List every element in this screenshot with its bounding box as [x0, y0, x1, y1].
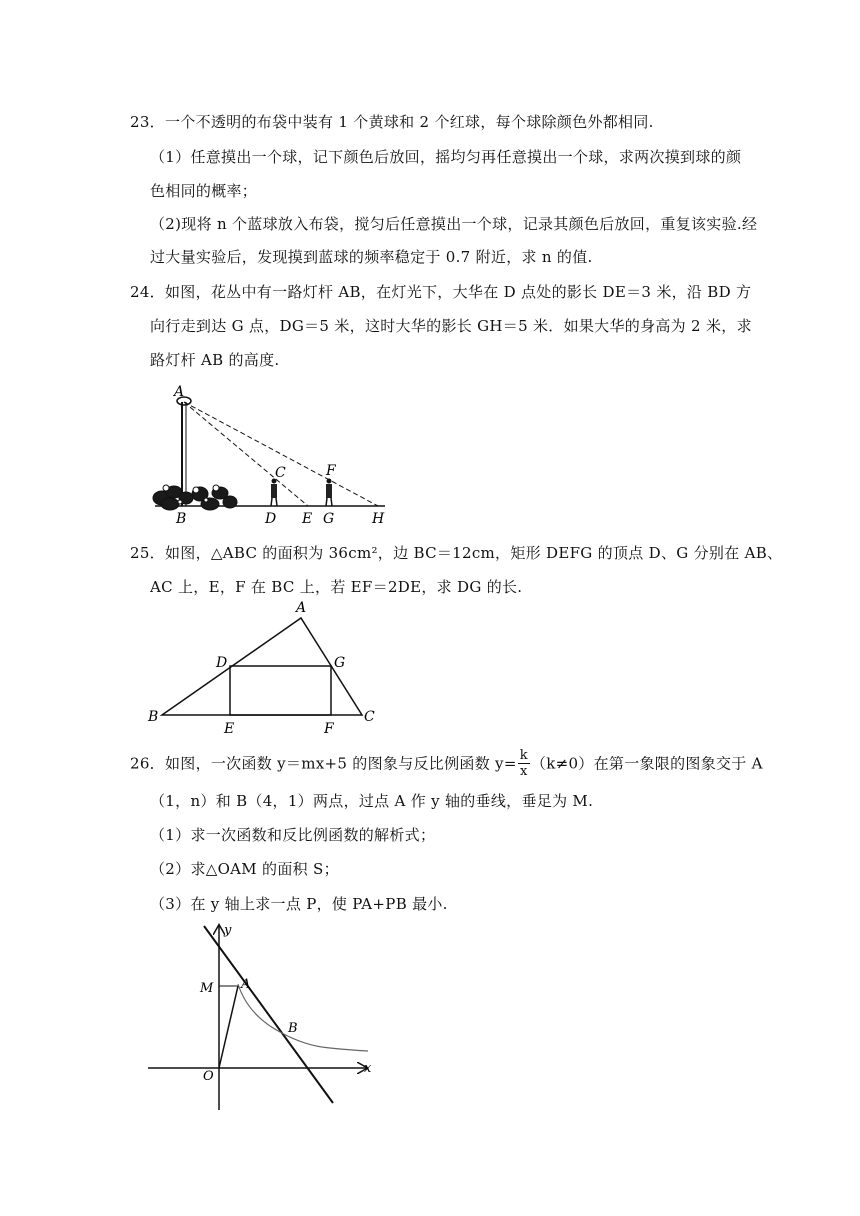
label-b: B	[148, 709, 159, 725]
q26-line-1	[130, 748, 763, 782]
fraction-k-over-x	[518, 748, 530, 779]
label-e: E	[302, 511, 313, 527]
q26-figure	[140, 920, 380, 1110]
label-x-axis: x	[364, 1061, 372, 1076]
q24-line-3: 路灯杆 AB 的高度.	[150, 351, 280, 369]
q23-line-3: 色相同的概率；	[150, 182, 258, 200]
label-d: D	[265, 511, 277, 527]
label-b: B	[288, 1021, 298, 1036]
label-a: A	[174, 384, 185, 400]
label-c: C	[364, 709, 375, 725]
q24-line-2: 向行走到达 G 点，DG＝5 米，这时大华的影长 GH＝5 米．如果大华的身高为 2 米，求	[150, 317, 752, 335]
label-g: G	[334, 655, 346, 671]
person-at-g	[326, 479, 332, 507]
label-f: F	[326, 463, 336, 479]
label-g: G	[323, 511, 335, 527]
q23-line-2: （1）任意摸出一个球，记下颜色后放回，摇均匀再任意摸出一个球，求两次摸到球的颜	[150, 148, 742, 166]
fraction-numerator: k	[519, 748, 528, 763]
label-m: M	[200, 981, 214, 996]
fraction-denominator: x	[519, 764, 528, 779]
q26-line-2: （1，n）和 B（4，1）两点，过点 A 作 y 轴的垂线，垂足为 M.	[150, 792, 594, 810]
label-e: E	[224, 721, 235, 737]
q26-line-3: （1）求一次函数和反比例函数的解析式；	[150, 826, 436, 844]
label-b: B	[176, 511, 187, 527]
q26-line-1-end: （k≠0）在第一象限的图象交于 A	[530, 754, 763, 773]
q26-line-5: （3）在 y 轴上求一点 P，使 PA+PB 最小.	[150, 895, 448, 913]
label-c: C	[275, 465, 286, 481]
q24-figure	[140, 380, 400, 530]
label-f: F	[324, 721, 334, 737]
label-y-axis: y	[224, 923, 232, 938]
label-a: A	[296, 600, 307, 616]
q26-line-4: （2）求△OAM 的面积 S；	[150, 860, 339, 878]
q23-line-1: 23．一个不透明的布袋中装有 1 个黄球和 2 个红球，每个球除颜色外都相同.	[130, 113, 654, 131]
q25-line-2: AC 上，E，F 在 BC 上，若 EF＝2DE，求 DG 的长.	[150, 578, 523, 596]
label-d: D	[216, 655, 228, 671]
person-at-d	[271, 479, 277, 507]
q25-line-1: 25．如图，△ABC 的面积为 36cm²，边 BC＝12cm，矩形 DEFG 的顶点 D、G 分别在 AB、	[130, 544, 783, 562]
label-o: O	[203, 1069, 214, 1084]
label-h: H	[372, 511, 385, 527]
label-a: A	[241, 977, 251, 992]
q23-line-5: 过大量实验后，发现摸到蓝球的频率稳定于 0.7 附近，求 n 的值.	[150, 248, 593, 266]
q26-line-1-start: 26．如图，一次函数 y＝mx+5 的图象与反比例函数 y=	[130, 754, 517, 773]
q23-line-4: （2)现将 n 个蓝球放入布袋，搅匀后任意摸出一个球，记录其颜色后放回，重复该实验.经	[150, 215, 758, 233]
q25-figure	[140, 595, 400, 740]
q24-line-1: 24．如图，花丛中有一路灯杆 AB，在灯光下，大华在 D 点处的影长 DE＝3 米，沿 BD 方	[130, 283, 752, 301]
